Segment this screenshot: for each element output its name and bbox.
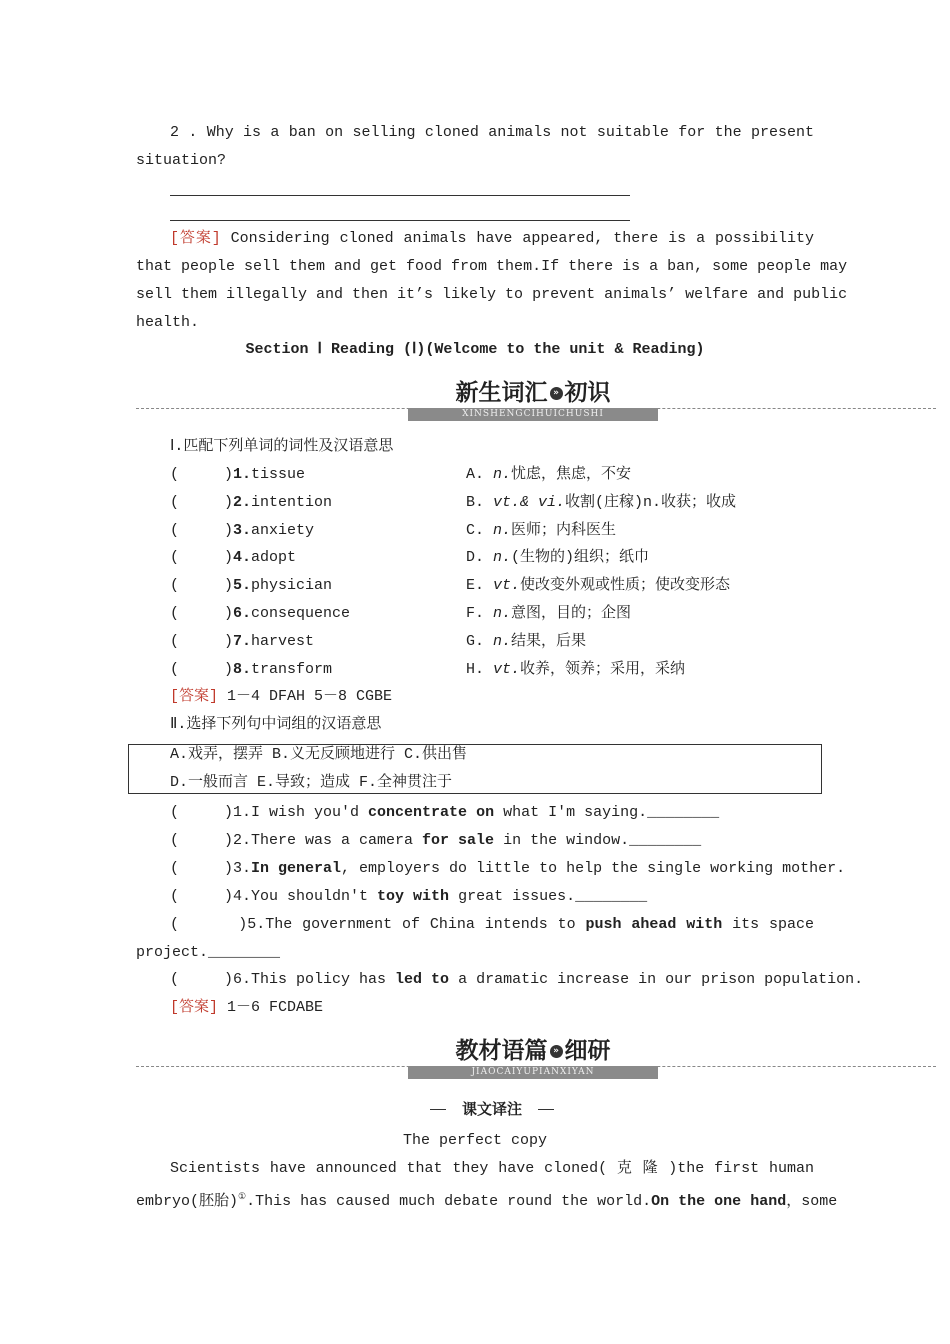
answer-line: health. xyxy=(136,314,200,331)
arrow-icon: » xyxy=(550,387,563,400)
banner-text-study xyxy=(136,1036,936,1082)
question-2 xyxy=(136,119,814,175)
banner-title: 新生词汇 » 初识 xyxy=(450,378,617,408)
sentence-2: ( )2.There was a camera for sale in the window.________ xyxy=(170,832,702,849)
keyword: led to xyxy=(395,971,450,988)
answer-tag: [答案] xyxy=(170,230,221,247)
keyword: In general xyxy=(251,860,342,877)
reading-title: The perfect copy xyxy=(402,1132,548,1149)
options-line-2: D.一般而言 E.导致；造成 F.全神贯注于 xyxy=(170,774,453,791)
sentence-3: ( )3.In general, employers do little to help the single working mother. xyxy=(170,860,846,877)
word-item: ( )5.physician xyxy=(170,577,333,595)
word-item: ( )2.intention xyxy=(170,493,333,511)
word-item: ( )6.consequence xyxy=(170,605,351,622)
part1-heading: Ⅰ.匹配下列单词的词性及汉语意思 xyxy=(170,438,394,455)
meaning-item: H. vt.收养，领养；采用，采纳 xyxy=(466,660,686,678)
question-line-2: situation? xyxy=(136,152,227,169)
text-notes-label: 课文译注 xyxy=(430,1098,554,1120)
word-item: ( )8.transform xyxy=(170,660,333,678)
sentence-4: ( )4.You shouldn't toy with great issues.________ xyxy=(170,888,648,905)
keyword: for sale xyxy=(422,832,495,849)
answer-text: Considering cloned animals have appeared, there is a possibility xyxy=(230,230,814,247)
question-line-1: 2 . Why is a ban on selling cloned animals not suitable for the present xyxy=(170,124,814,141)
part2-heading: Ⅱ.选择下列句中词组的汉语意思 xyxy=(170,716,382,733)
meaning-item: G. n.结果，后果 xyxy=(466,632,587,650)
part1-answer xyxy=(170,683,392,711)
sentence-5: ( )5.The government of China intends to push ahead with its space project.________ xyxy=(136,916,814,961)
sentence-1: ( )1.I wish you'd concentrate on what I'm saying.________ xyxy=(170,804,720,821)
answer-tag: [答案] xyxy=(170,688,219,705)
keyword: On the one hand xyxy=(651,1193,787,1210)
keyword: toy with xyxy=(377,888,450,905)
part2-answer xyxy=(170,994,323,1022)
sentence-6: ( )6.This policy has led to a dramatic increase in our prison population. xyxy=(170,971,864,988)
answer-line-1 xyxy=(170,195,630,196)
banner-title: 教材语篇 » 细研 xyxy=(450,1036,617,1066)
meaning-item: D. n.(生物的)组织；纸巾 xyxy=(466,549,650,567)
meaning-item: C. n.医师；内科医生 xyxy=(466,521,617,539)
banner-pinyin: JIAOCAIYUPIANXIYAN xyxy=(408,1066,658,1079)
word-item: ( )4.adopt xyxy=(170,549,297,567)
options-line-1: A.戏弄，摆弄 B.义无反顾地进行 C.供出售 xyxy=(170,746,468,763)
banner-pinyin: XINSHENGCIHUICHUSHI xyxy=(408,408,658,421)
meaning-item: E. vt.使改变外观或性质；使改变形态 xyxy=(466,577,731,595)
answer-line: sell them illegally and then it’s likely to prevent animals’ welfare and public xyxy=(136,286,848,303)
answer-line xyxy=(136,225,814,253)
reading-paragraph: Scientists have announced that they have cloned( 克 隆 )the first human embryo(胚胎)①.This has caused much debate round the world.On the one hand，some xyxy=(136,1160,838,1210)
word-item: ( )1.tissue xyxy=(170,466,306,483)
word-item: ( )7.harvest xyxy=(170,632,315,650)
answer-tag: [答案] xyxy=(170,999,219,1016)
meaning-item: B. vt.& vi.收割(庄稼)n.收获；收成 xyxy=(466,493,737,511)
section-title: Section Ⅰ Reading (Ⅰ)(Welcome to the unit & Reading) xyxy=(245,341,705,358)
keyword: concentrate on xyxy=(368,804,495,821)
meaning-item: A. n.忧虑，焦虑，不安 xyxy=(466,466,632,483)
answer-text: 1－6 FCDABE xyxy=(227,999,324,1016)
word-item: ( )3.anxiety xyxy=(170,521,315,539)
answer-line: that people sell them and get food from them.If there is a ban, some people may xyxy=(136,258,848,275)
meaning-item: F. n.意图，目的；企图 xyxy=(466,605,632,622)
answer-paragraph xyxy=(136,225,848,337)
arrow-icon: » xyxy=(550,1045,563,1058)
banner-vocabulary xyxy=(136,378,936,424)
keyword: push ahead with xyxy=(585,916,723,933)
footnote-marker: ① xyxy=(238,1192,247,1202)
answer-text: 1－4 DFAH 5－8 CGBE xyxy=(227,688,393,705)
answer-line-2 xyxy=(170,220,630,221)
